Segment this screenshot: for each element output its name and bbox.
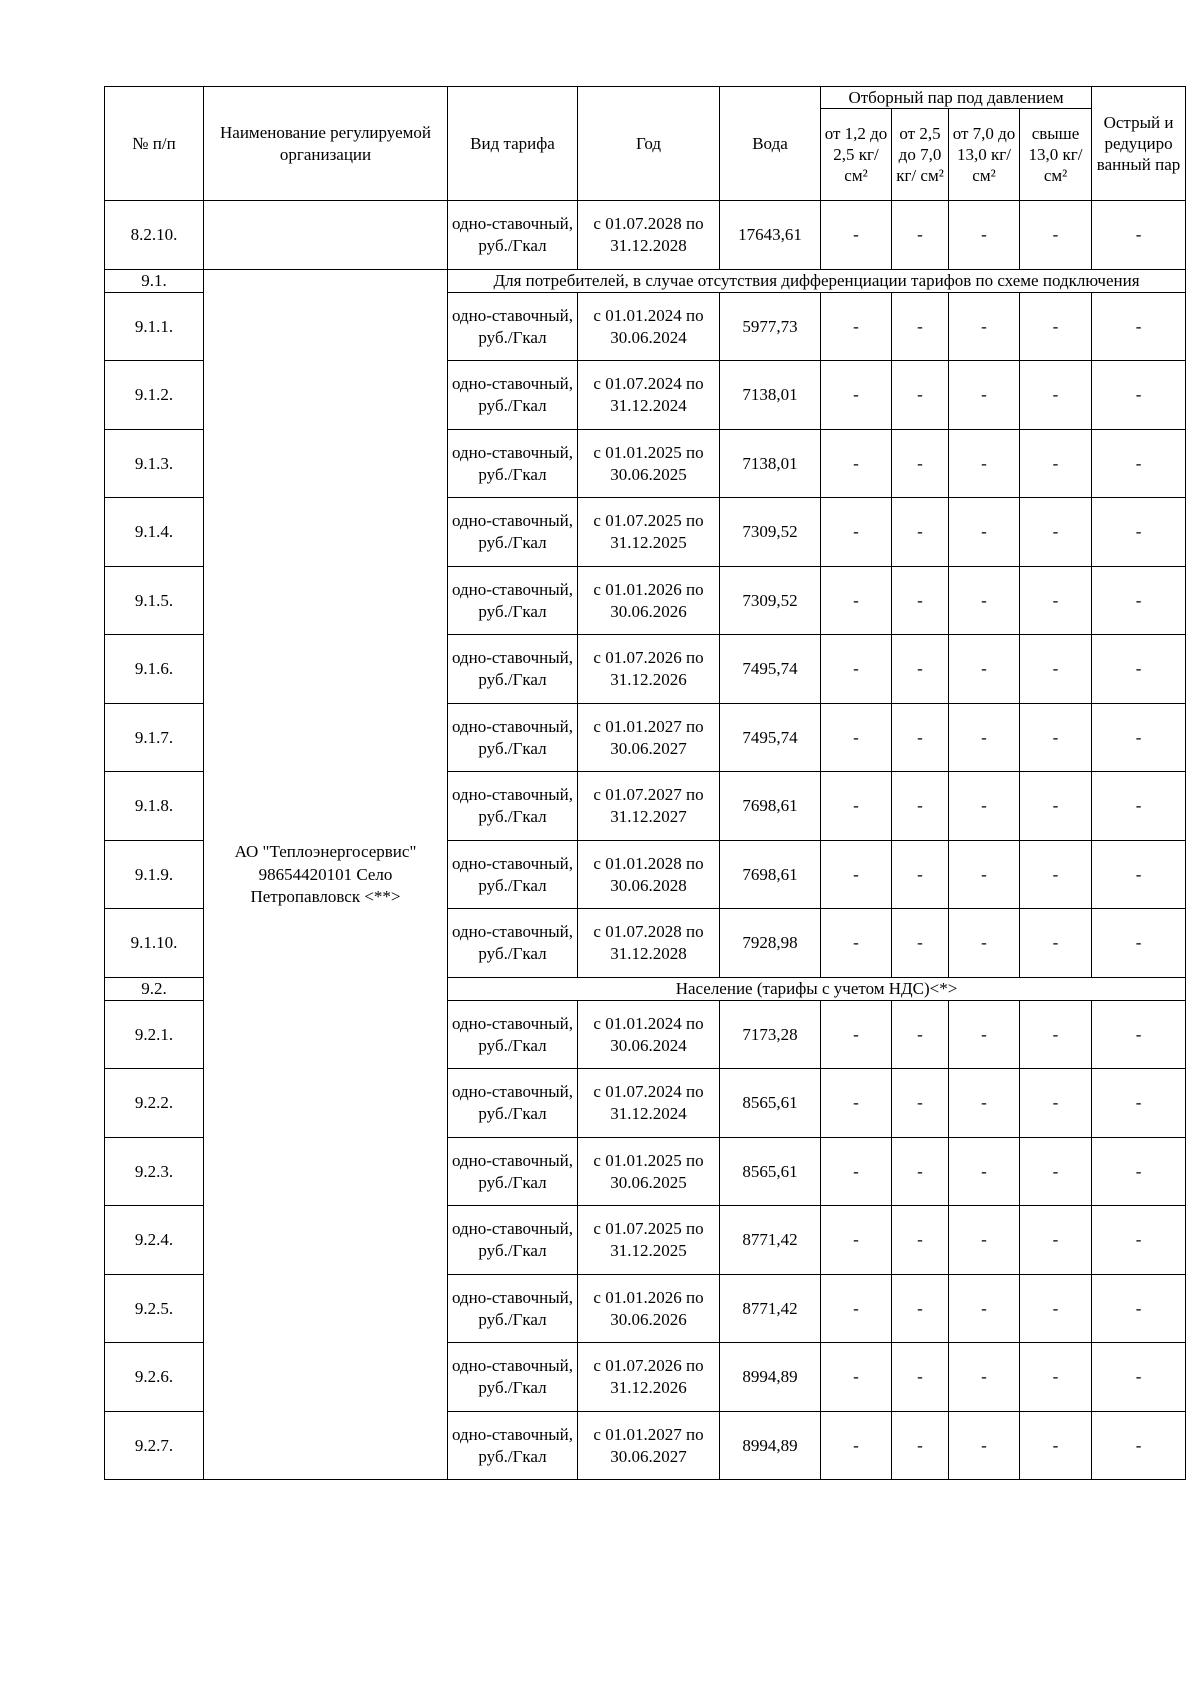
pressure-4-value: - (1020, 498, 1092, 567)
row-number: 9.1.9. (105, 840, 204, 909)
tariff-type: одно-ставочный, руб./Гкал (448, 772, 578, 841)
period: с 01.01.2025 по 30.06.2025 (578, 429, 720, 498)
pressure-1-value: - (821, 1411, 892, 1480)
header-row (105, 87, 1186, 109)
pressure-4-value: - (1020, 840, 1092, 909)
water-tariff: 17643,61 (720, 201, 821, 270)
row-number: 9.2.4. (105, 1206, 204, 1275)
pressure-1-value: - (821, 840, 892, 909)
water-tariff: 7698,61 (720, 840, 821, 909)
tariff-table (104, 86, 1186, 1480)
sharp-steam-value: - (1092, 1069, 1186, 1138)
pressure-2-value: - (892, 909, 949, 978)
pressure-4-value: - (1020, 1069, 1092, 1138)
pressure-2-value: - (892, 1206, 949, 1275)
row-number: 9.1.8. (105, 772, 204, 841)
pressure-4-value: - (1020, 909, 1092, 978)
water-tariff: 7138,01 (720, 429, 821, 498)
header-num: № п/п (105, 87, 204, 201)
pressure-1-value: - (821, 1206, 892, 1275)
pressure-4-value: - (1020, 1411, 1092, 1480)
sharp-steam-value: - (1092, 361, 1186, 430)
section-title: Население (тарифы с учетом НДС)<*> (448, 977, 1186, 1000)
pressure-3-value: - (949, 292, 1020, 361)
pressure-3-value: - (949, 1137, 1020, 1206)
pressure-1-value: - (821, 201, 892, 270)
period: с 01.07.2027 по 31.12.2027 (578, 772, 720, 841)
sharp-steam-value: - (1092, 1274, 1186, 1343)
period: с 01.07.2025 по 31.12.2025 (578, 498, 720, 567)
pressure-4-value: - (1020, 292, 1092, 361)
row-number: 8.2.10. (105, 201, 204, 270)
table-body (105, 201, 1186, 1480)
pressure-3-value: - (949, 429, 1020, 498)
pressure-4-value: - (1020, 1343, 1092, 1412)
row-number: 9.2.7. (105, 1411, 204, 1480)
period: с 01.07.2026 по 31.12.2026 (578, 1343, 720, 1412)
tariff-type: одно-ставочный, руб./Гкал (448, 1000, 578, 1069)
row-number: 9.2.3. (105, 1137, 204, 1206)
water-tariff: 7309,52 (720, 498, 821, 567)
header-water: Вода (720, 87, 821, 201)
pressure-3-value: - (949, 1411, 1020, 1480)
section-header-row (105, 269, 1186, 292)
tariff-type: одно-ставочный, руб./Гкал (448, 1069, 578, 1138)
row-number: 9.1.10. (105, 909, 204, 978)
pressure-3-value: - (949, 635, 1020, 704)
water-tariff: 7928,98 (720, 909, 821, 978)
water-tariff: 7173,28 (720, 1000, 821, 1069)
row-number: 9.2.5. (105, 1274, 204, 1343)
water-tariff: 8565,61 (720, 1137, 821, 1206)
pressure-2-value: - (892, 498, 949, 567)
pressure-4-value: - (1020, 1206, 1092, 1275)
pressure-1-value: - (821, 1000, 892, 1069)
sharp-steam-value: - (1092, 429, 1186, 498)
pressure-4-value: - (1020, 703, 1092, 772)
sharp-steam-value: - (1092, 498, 1186, 567)
section-title: Для потребителей, в случае отсутствия дифференциации тарифов по схеме подключения (448, 269, 1186, 292)
water-tariff: 8771,42 (720, 1274, 821, 1343)
period: с 01.07.2024 по 31.12.2024 (578, 361, 720, 430)
period: с 01.07.2028 по 31.12.2028 (578, 201, 720, 270)
pressure-1-value: - (821, 703, 892, 772)
row-number: 9.1.6. (105, 635, 204, 704)
pressure-1-value: - (821, 1069, 892, 1138)
pressure-2-value: - (892, 1137, 949, 1206)
period: с 01.07.2026 по 31.12.2026 (578, 635, 720, 704)
pressure-2-value: - (892, 772, 949, 841)
organization-cell-empty (204, 201, 448, 270)
pressure-1-value: - (821, 1137, 892, 1206)
pressure-4-value: - (1020, 1137, 1092, 1206)
pressure-1-value: - (821, 361, 892, 430)
pressure-2-value: - (892, 1411, 949, 1480)
tariff-type: одно-ставочный, руб./Гкал (448, 1411, 578, 1480)
pressure-4-value: - (1020, 1274, 1092, 1343)
pressure-3-value: - (949, 361, 1020, 430)
sharp-steam-value: - (1092, 292, 1186, 361)
tariff-type: одно-ставочный, руб./Гкал (448, 635, 578, 704)
pressure-2-value: - (892, 1000, 949, 1069)
water-tariff: 7495,74 (720, 703, 821, 772)
pressure-1-value: - (821, 772, 892, 841)
period: с 01.01.2025 по 30.06.2025 (578, 1137, 720, 1206)
sharp-steam-value: - (1092, 772, 1186, 841)
sharp-steam-value: - (1092, 566, 1186, 635)
pressure-3-value: - (949, 1206, 1020, 1275)
water-tariff: 5977,73 (720, 292, 821, 361)
row-number: 9.1.4. (105, 498, 204, 567)
pressure-1-value: - (821, 635, 892, 704)
pressure-2-value: - (892, 1274, 949, 1343)
pressure-2-value: - (892, 361, 949, 430)
header-sharp-steam: Острый и редуциро ванный пар (1092, 87, 1186, 201)
pressure-3-value: - (949, 566, 1020, 635)
header-tariff-type: Вид тарифа (448, 87, 578, 201)
period: с 01.07.2028 по 31.12.2028 (578, 909, 720, 978)
pressure-4-value: - (1020, 566, 1092, 635)
pressure-1-value: - (821, 566, 892, 635)
tariff-type: одно-ставочный, руб./Гкал (448, 292, 578, 361)
header-steam-group: Отборный пар под давлением (821, 87, 1092, 109)
sharp-steam-value: - (1092, 201, 1186, 270)
row-number: 9.1.1. (105, 292, 204, 361)
pressure-2-value: - (892, 1343, 949, 1412)
water-tariff: 8994,89 (720, 1411, 821, 1480)
pressure-1-value: - (821, 1274, 892, 1343)
pressure-3-value: - (949, 1343, 1020, 1412)
tariff-type: одно-ставочный, руб./Гкал (448, 566, 578, 635)
row-number: 9.1.5. (105, 566, 204, 635)
header-year: Год (578, 87, 720, 201)
period: с 01.07.2024 по 31.12.2024 (578, 1069, 720, 1138)
pressure-3-value: - (949, 1069, 1020, 1138)
pressure-2-value: - (892, 292, 949, 361)
pressure-1-value: - (821, 498, 892, 567)
tariff-type: одно-ставочный, руб./Гкал (448, 201, 578, 270)
period: с 01.01.2027 по 30.06.2027 (578, 703, 720, 772)
tariff-type: одно-ставочный, руб./Гкал (448, 1206, 578, 1275)
pressure-3-value: - (949, 1000, 1020, 1069)
sharp-steam-value: - (1092, 1411, 1186, 1480)
organization-name: АО "Теплоэнергосервис" 98654420101 Село Петропавловск <**> (204, 269, 448, 1480)
pressure-2-value: - (892, 840, 949, 909)
pressure-3-value: - (949, 703, 1020, 772)
tariff-type: одно-ставочный, руб./Гкал (448, 1137, 578, 1206)
header-pressure-3: от 7,0 до 13,0 кг/ см² (949, 109, 1020, 201)
sharp-steam-value: - (1092, 1206, 1186, 1275)
sharp-steam-value: - (1092, 840, 1186, 909)
period: с 01.01.2027 по 30.06.2027 (578, 1411, 720, 1480)
pressure-4-value: - (1020, 429, 1092, 498)
pressure-2-value: - (892, 566, 949, 635)
water-tariff: 8565,61 (720, 1069, 821, 1138)
pressure-1-value: - (821, 429, 892, 498)
pressure-1-value: - (821, 292, 892, 361)
period: с 01.01.2026 по 30.06.2026 (578, 1274, 720, 1343)
pressure-1-value: - (821, 909, 892, 978)
pressure-3-value: - (949, 840, 1020, 909)
tariff-type: одно-ставочный, руб./Гкал (448, 703, 578, 772)
pressure-2-value: - (892, 429, 949, 498)
water-tariff: 7698,61 (720, 772, 821, 841)
row-number: 9.2.1. (105, 1000, 204, 1069)
pressure-3-value: - (949, 909, 1020, 978)
pressure-4-value: - (1020, 1000, 1092, 1069)
header-pressure-1: от 1,2 до 2,5 кг/ см² (821, 109, 892, 201)
pressure-4-value: - (1020, 635, 1092, 704)
water-tariff: 7495,74 (720, 635, 821, 704)
row-number: 9.1.3. (105, 429, 204, 498)
water-tariff: 7138,01 (720, 361, 821, 430)
sharp-steam-value: - (1092, 703, 1186, 772)
tariff-type: одно-ставочный, руб./Гкал (448, 1274, 578, 1343)
sharp-steam-value: - (1092, 1000, 1186, 1069)
header-organization: Наименование регулируемой организации (204, 87, 448, 201)
pressure-2-value: - (892, 703, 949, 772)
pressure-3-value: - (949, 201, 1020, 270)
row-number: 9.1.7. (105, 703, 204, 772)
row-number: 9.2.6. (105, 1343, 204, 1412)
sharp-steam-value: - (1092, 909, 1186, 978)
sharp-steam-value: - (1092, 1137, 1186, 1206)
period: с 01.01.2024 по 30.06.2024 (578, 292, 720, 361)
tariff-type: одно-ставочный, руб./Гкал (448, 361, 578, 430)
pressure-4-value: - (1020, 201, 1092, 270)
pressure-2-value: - (892, 201, 949, 270)
pressure-3-value: - (949, 772, 1020, 841)
tariff-type: одно-ставочный, руб./Гкал (448, 1343, 578, 1412)
pressure-2-value: - (892, 1069, 949, 1138)
section-number: 9.1. (105, 269, 204, 292)
sharp-steam-value: - (1092, 1343, 1186, 1412)
period: с 01.01.2024 по 30.06.2024 (578, 1000, 720, 1069)
header-pressure-2: от 2,5 до 7,0 кг/ см² (892, 109, 949, 201)
water-tariff: 8994,89 (720, 1343, 821, 1412)
header-pressure-4: свыше 13,0 кг/ см² (1020, 109, 1092, 201)
section-number: 9.2. (105, 977, 204, 1000)
row-number: 9.2.2. (105, 1069, 204, 1138)
period: с 01.01.2028 по 30.06.2028 (578, 840, 720, 909)
table-row (105, 201, 1186, 270)
water-tariff: 8771,42 (720, 1206, 821, 1275)
pressure-3-value: - (949, 1274, 1020, 1343)
period: с 01.07.2025 по 31.12.2025 (578, 1206, 720, 1275)
pressure-3-value: - (949, 498, 1020, 567)
tariff-type: одно-ставочный, руб./Гкал (448, 498, 578, 567)
tariff-type: одно-ставочный, руб./Гкал (448, 909, 578, 978)
water-tariff: 7309,52 (720, 566, 821, 635)
row-number: 9.1.2. (105, 361, 204, 430)
tariff-type: одно-ставочный, руб./Гкал (448, 429, 578, 498)
pressure-2-value: - (892, 635, 949, 704)
pressure-4-value: - (1020, 772, 1092, 841)
period: с 01.01.2026 по 30.06.2026 (578, 566, 720, 635)
pressure-4-value: - (1020, 361, 1092, 430)
pressure-1-value: - (821, 1343, 892, 1412)
sharp-steam-value: - (1092, 635, 1186, 704)
tariff-type: одно-ставочный, руб./Гкал (448, 840, 578, 909)
